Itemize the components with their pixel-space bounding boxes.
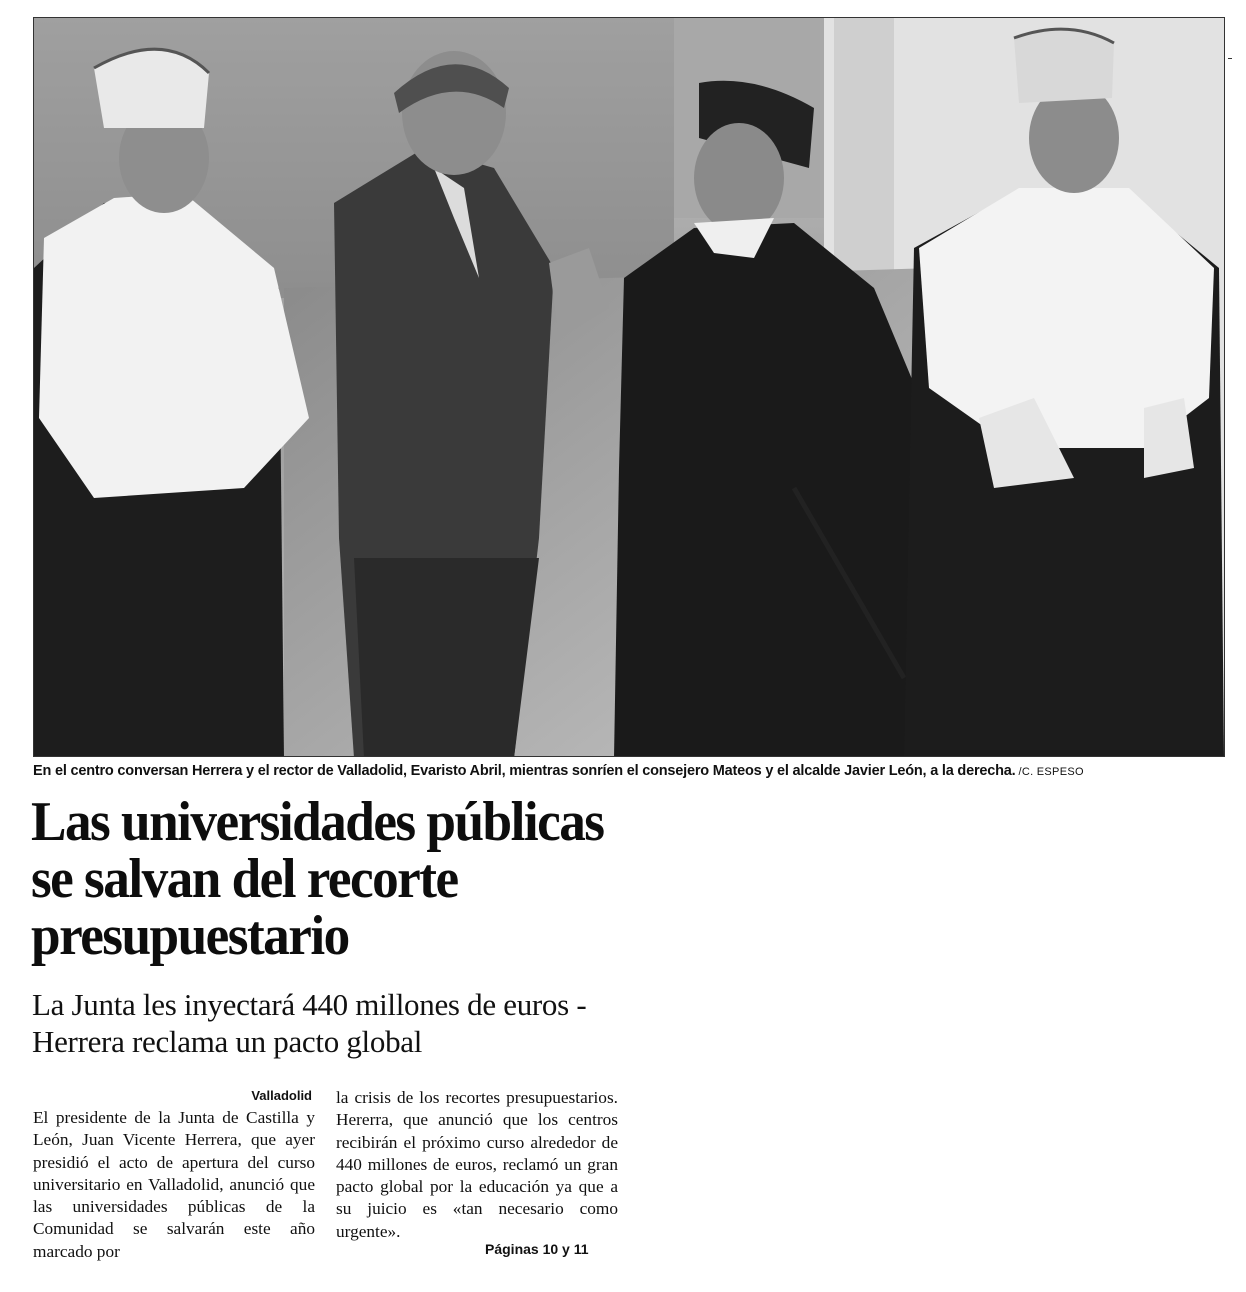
news-photo xyxy=(33,17,1225,757)
body-column-2 xyxy=(336,1087,618,1243)
body-text-col2: la crisis de los recortes presupuestarios. Hererra, que anunció que los centros recibirán el próximo curso alrededor de 440 millones de euros, reclamó un gran pacto global por la educación ya que a su juicio es «tan necesario como urgente». xyxy=(336,1088,618,1241)
body-column-1 xyxy=(33,1087,315,1263)
body-text-col1: El presidente de la Junta de Castilla y León, Juan Vicente Herrera, que ayer presidió el acto de apertura del curso universitario en Valladolid, anunció que las universidades públicas de la Comunidad se salvarán este año marcado por xyxy=(33,1108,315,1261)
headline: Las universidades públicas se salvan del recorte presupuestario xyxy=(31,791,604,967)
photo-credit: /C. ESPESO xyxy=(1018,766,1084,778)
margin-mark xyxy=(1228,58,1232,59)
photo-caption xyxy=(33,763,1233,779)
dateline: Valladolid xyxy=(251,1088,312,1103)
page-reference: Páginas 10 y 11 xyxy=(485,1241,589,1257)
photo-grayscale-scene xyxy=(34,18,1225,757)
caption-text: En el centro conversan Herrera y el rector de Valladolid, Evaristo Abril, mientras sonríen el consejero Mateos y el alcalde Javier León, a la derecha. xyxy=(33,763,1016,779)
subheadline: La Junta les inyectará 440 millones de euros - Herrera reclama un pacto global xyxy=(32,987,587,1059)
